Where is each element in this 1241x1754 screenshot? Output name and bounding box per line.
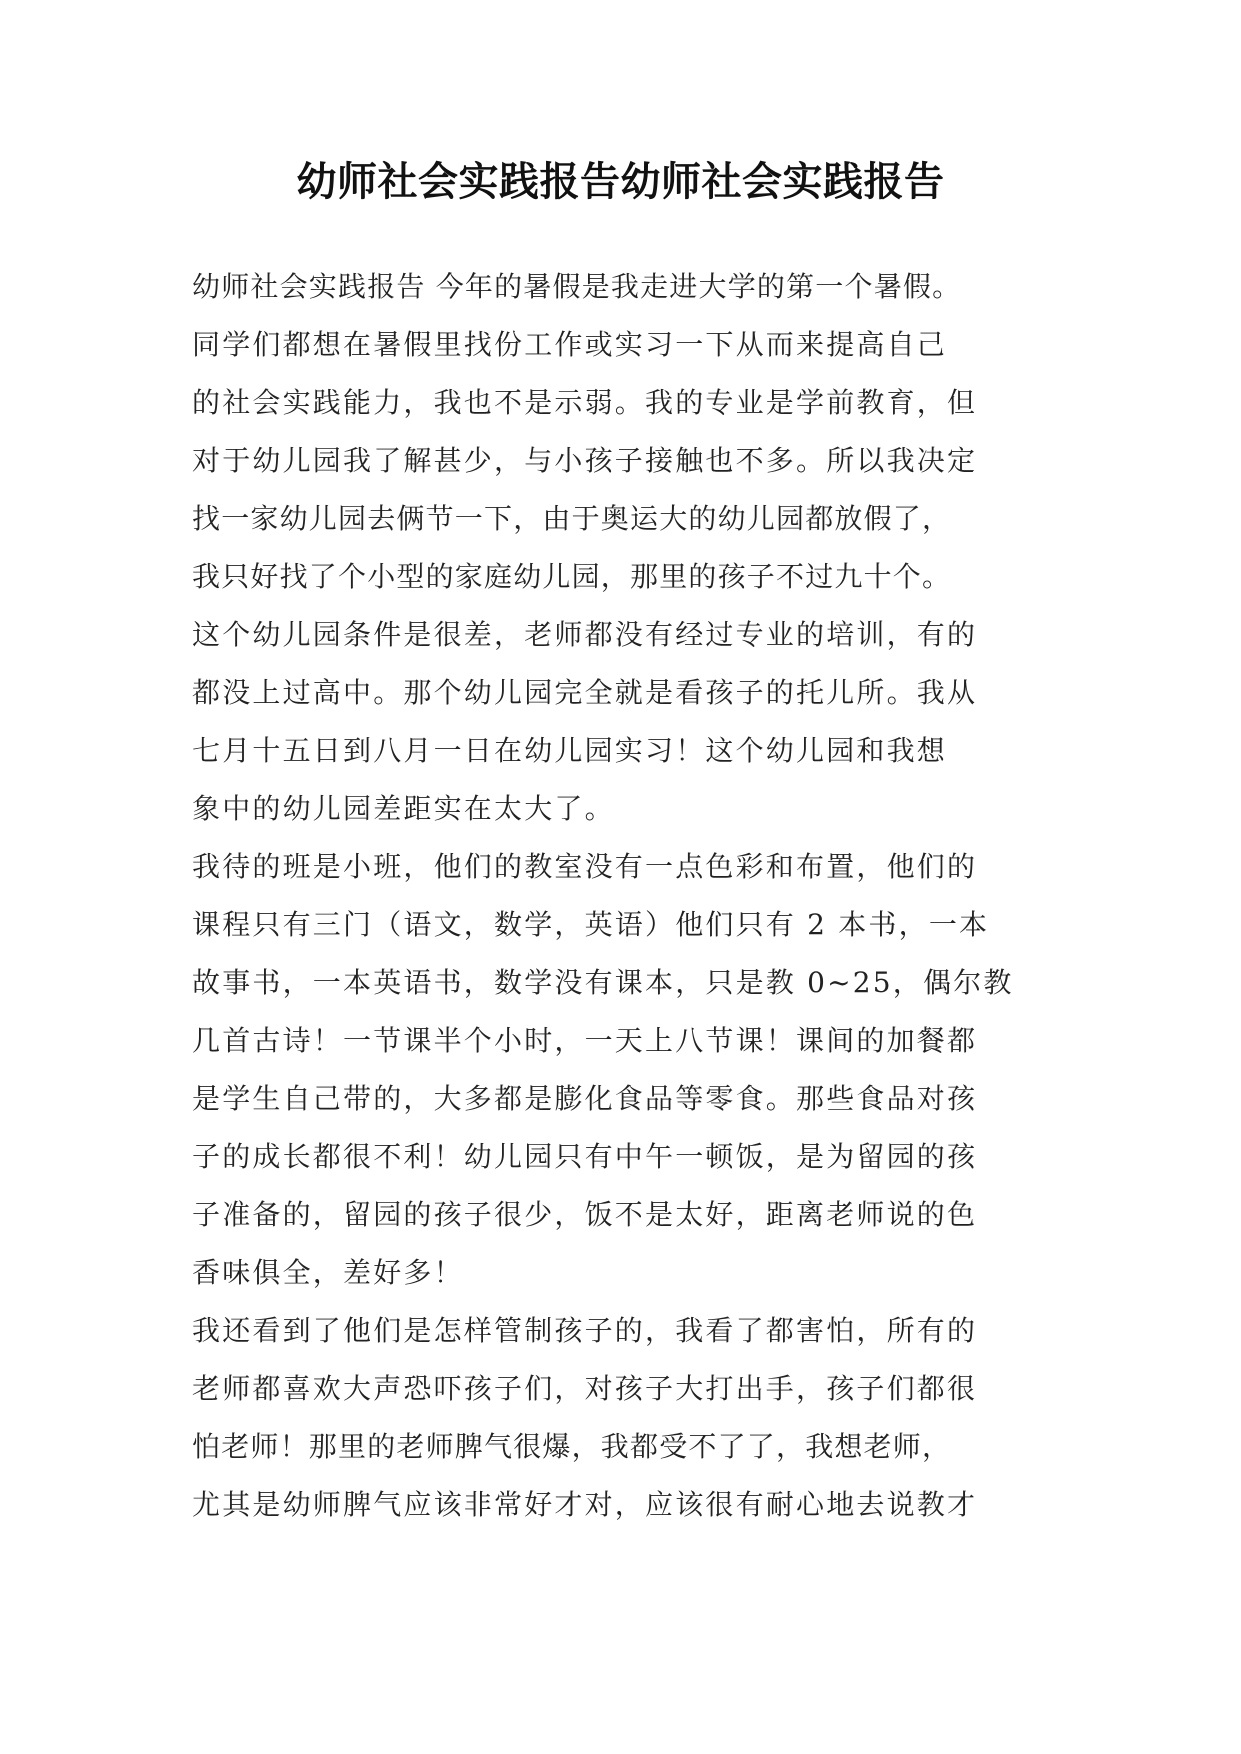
text-line: 的社会实践能力，我也不是示弱。我的专业是学前教育，但	[192, 386, 978, 419]
text-line: 同学们都想在暑假里找份工作或实习一下从而来提高自己	[192, 328, 948, 361]
text-line: 幼师社会实践报告 今年的暑假是我走进大学的第一个暑假。	[192, 270, 962, 303]
text-line: 都没上过高中。那个幼儿园完全就是看孩子的托儿所。我从	[192, 676, 978, 709]
text-line: 象中的幼儿园差距实在太大了。	[192, 792, 615, 825]
text-line: 是学生自己带的，大多都是膨化食品等零食。那些食品对孩	[192, 1082, 978, 1115]
text-line: 七月十五日到八月一日在幼儿园实习！这个幼儿园和我想	[192, 734, 948, 767]
document-title: 幼师社会实践报告幼师社会实践报告	[296, 158, 945, 205]
text-line: 怕老师！那里的老师脾气很爆，我都受不了了，我想老师，	[192, 1430, 952, 1463]
text-line: 我只好找了个小型的家庭幼儿园，那里的孩子不过九十个。	[192, 560, 952, 593]
text-line: 故事书，一本英语书，数学没有课本，只是教 0~25，偶尔教	[192, 966, 1014, 999]
document-body	[192, 258, 1062, 1534]
text-line: 香味俱全，差好多！	[192, 1256, 464, 1289]
text-line: 老师都喜欢大声恐吓孩子们，对孩子大打出手，孩子们都很	[192, 1372, 978, 1405]
text-line: 几首古诗！一节课半个小时，一天上八节课！课间的加餐都	[192, 1024, 978, 1057]
text-line: 尤其是幼师脾气应该非常好才对，应该很有耐心地去说教才	[192, 1488, 978, 1521]
text-line: 对于幼儿园我了解甚少，与小孩子接触也不多。所以我决定	[192, 444, 978, 477]
text-line: 我待的班是小班，他们的教室没有一点色彩和布置，他们的	[192, 850, 978, 883]
text-line: 课程只有三门（语文，数学，英语）他们只有 2 本书，一本	[192, 908, 990, 941]
text-line: 这个幼儿园条件是很差，老师都没有经过专业的培训，有的	[192, 618, 978, 651]
text-line: 找一家幼儿园去俩节一下，由于奥运大的幼儿园都放假了，	[192, 502, 952, 535]
text-line: 子的成长都很不利！幼儿园只有中午一顿饭，是为留园的孩	[192, 1140, 978, 1173]
text-line: 我还看到了他们是怎样管制孩子的，我看了都害怕，所有的	[192, 1314, 978, 1347]
text-line: 子准备的，留园的孩子很少，饭不是太好，距离老师说的色	[192, 1198, 978, 1231]
